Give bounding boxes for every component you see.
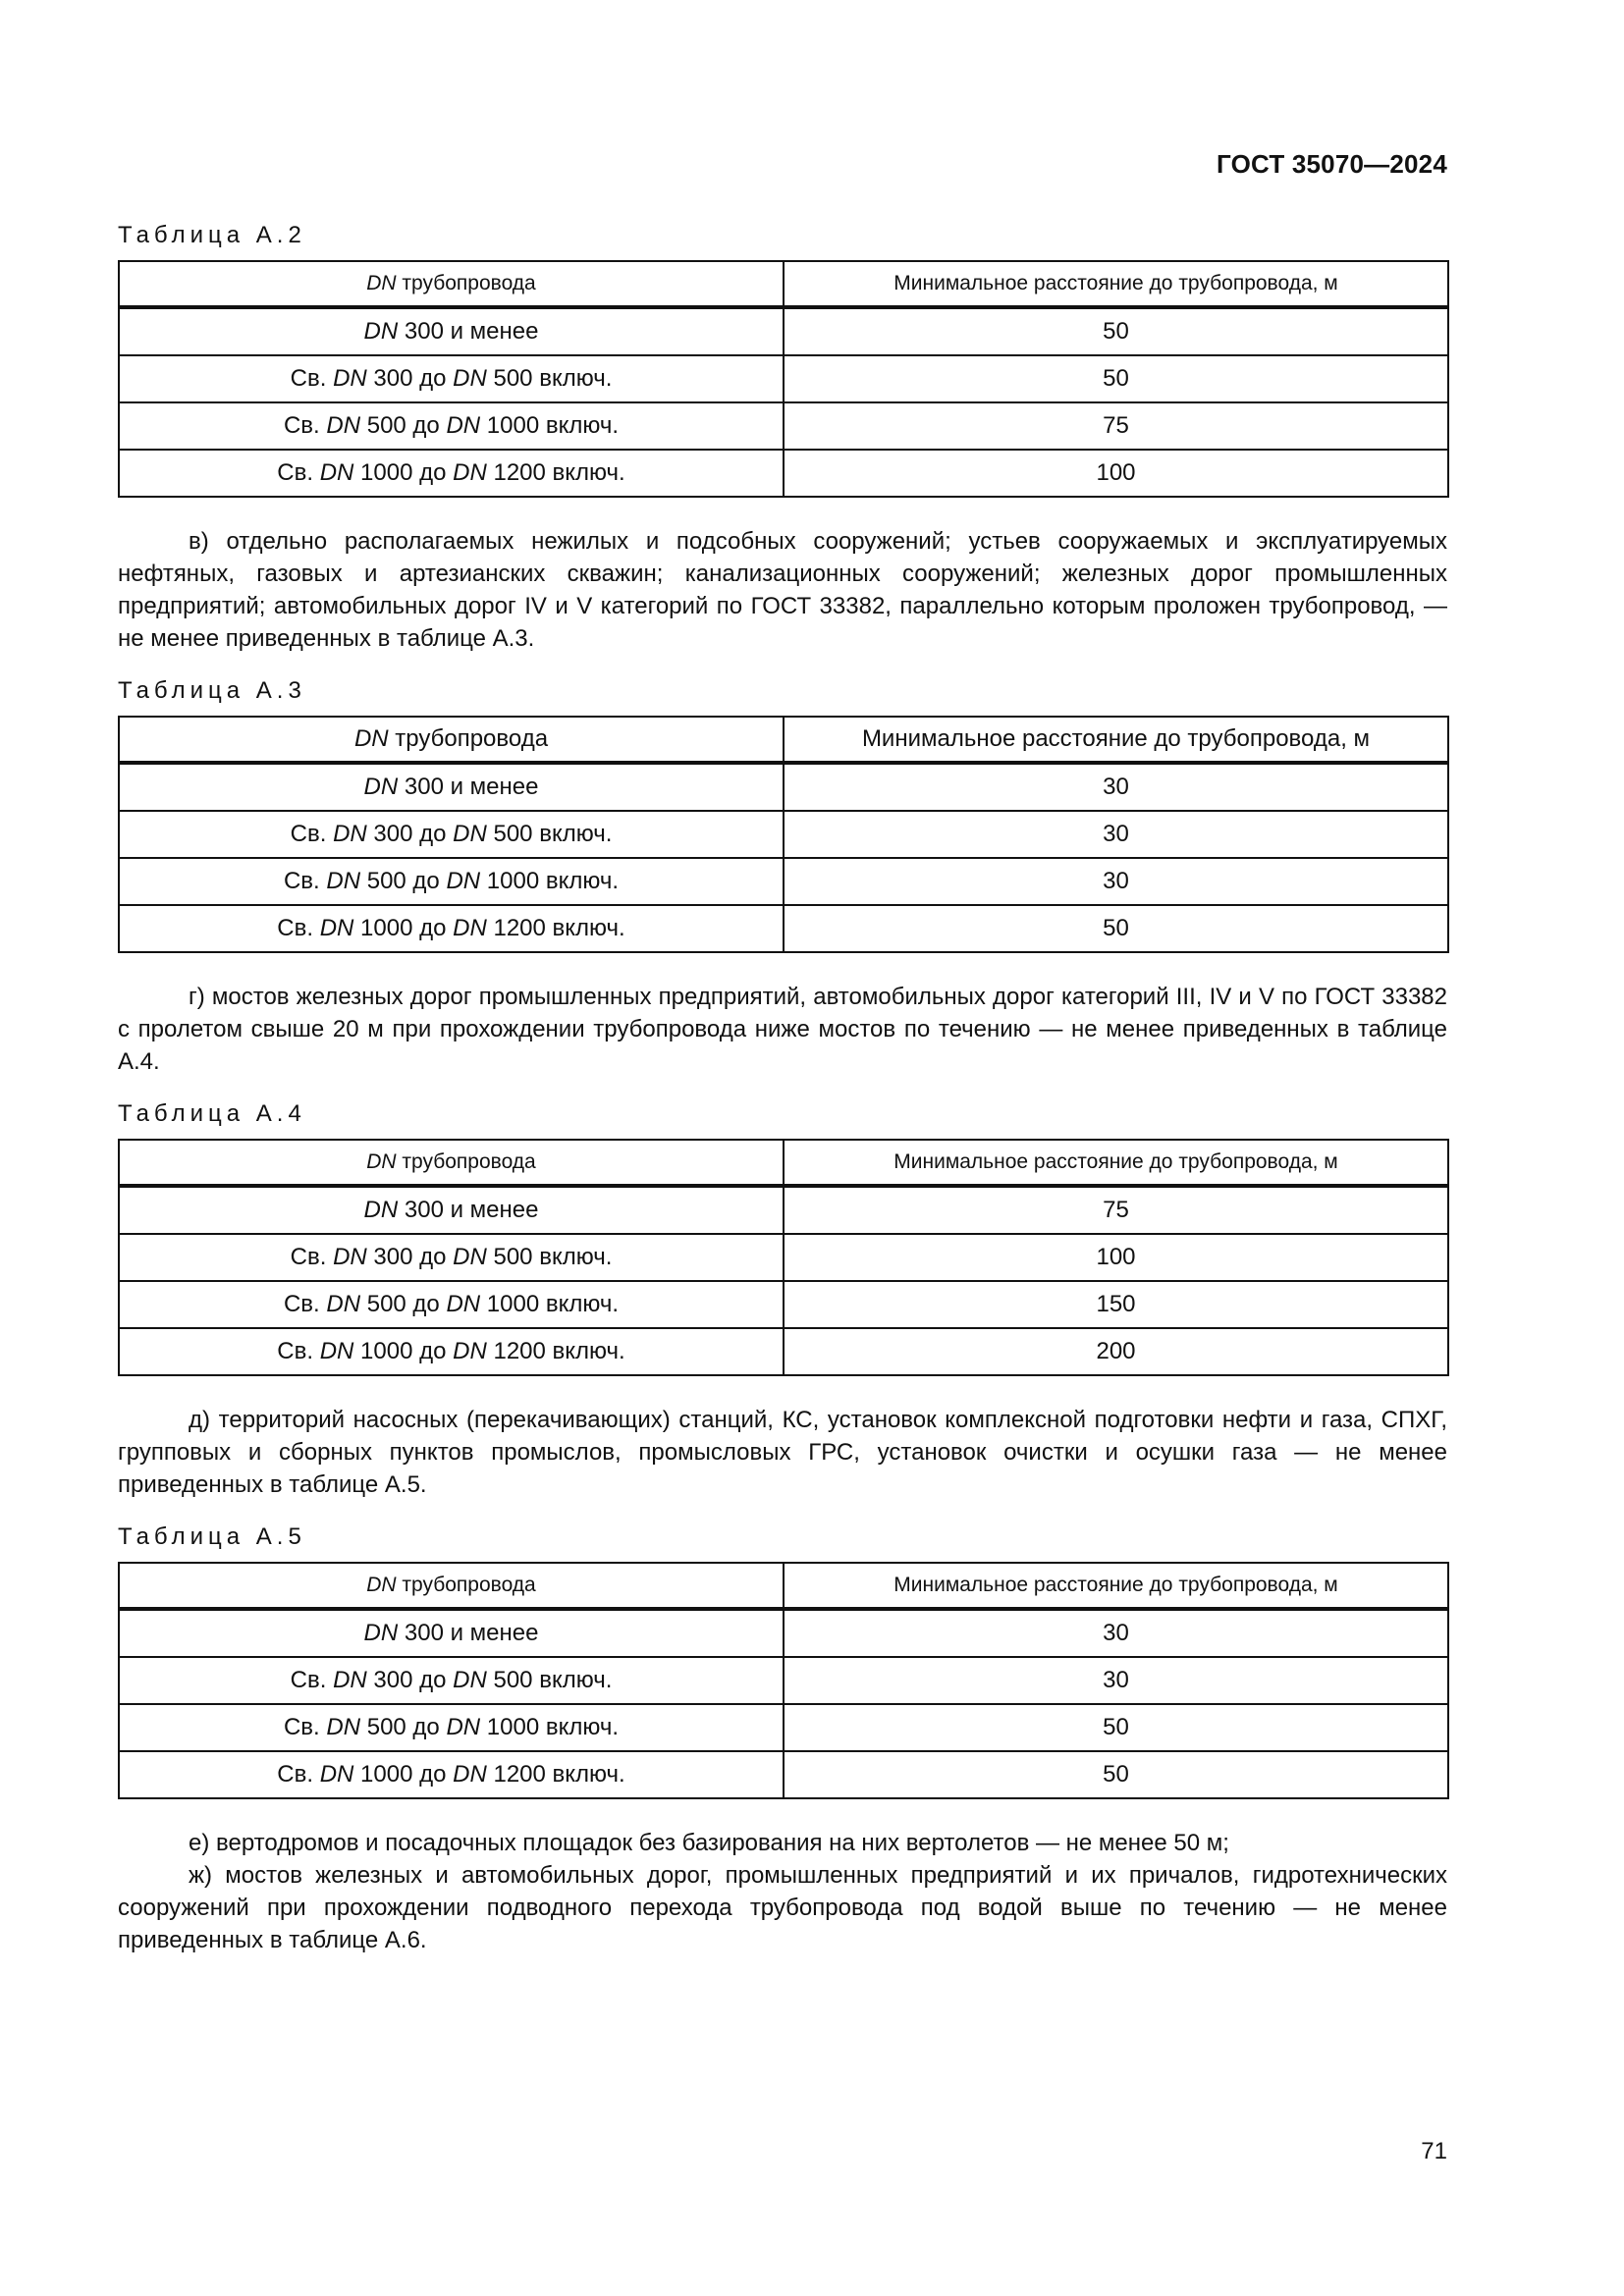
table-a3-caption: Таблица А.3	[118, 677, 306, 704]
distance-cell: 75	[784, 1186, 1448, 1234]
distance-cell: 50	[784, 905, 1448, 952]
dn-cell: Св. DN 300 до DN 500 включ.	[119, 1234, 784, 1281]
table-row	[119, 355, 1448, 402]
table-a5-caption: Таблица А.5	[118, 1523, 306, 1550]
dn-cell: Св. DN 500 до DN 1000 включ.	[119, 1704, 784, 1751]
table-row	[119, 1328, 1448, 1375]
distance-cell: 50	[784, 355, 1448, 402]
table-row	[119, 402, 1448, 450]
paragraph-v: в) отдельно располагаемых нежилых и подсобных сооружений; устьев сооружаемых и эксплуатируемых нефтяных, газовых и артезианских скважин; канализационных сооружений; железных дорог промышленных предприятий; автомобильных дорог IV и V категорий по ГОСТ 33382, параллельно которым проложен трубопровод, — не менее приведенных в таблице А.3.	[118, 528, 1447, 652]
table-row	[119, 1281, 1448, 1328]
table-a4-caption: Таблица А.4	[118, 1100, 306, 1127]
distance-cell: 30	[784, 1609, 1448, 1657]
dn-cell: Св. DN 500 до DN 1000 включ.	[119, 402, 784, 450]
table-row	[119, 1657, 1448, 1704]
page-content	[118, 221, 1447, 1956]
page-number: 71	[1421, 2138, 1447, 2164]
distance-cell: 100	[784, 450, 1448, 497]
column-header-dn: DN трубопровода	[119, 261, 784, 307]
dn-cell: Св. DN 300 до DN 500 включ.	[119, 355, 784, 402]
table-row	[119, 811, 1448, 858]
dn-cell: Св. DN 1000 до DN 1200 включ.	[119, 450, 784, 497]
table-row	[119, 905, 1448, 952]
paragraph-e: е) вертодромов и посадочных площадок без базирования на них вертолетов — не менее 50 м;	[189, 1830, 1229, 1856]
table-row	[119, 1609, 1448, 1657]
dn-cell: DN 300 и менее	[119, 763, 784, 811]
column-header-dn: DN трубопровода	[119, 717, 784, 763]
dn-cell: Св. DN 300 до DN 500 включ.	[119, 811, 784, 858]
table-row	[119, 307, 1448, 355]
table-a2	[118, 260, 1449, 498]
distance-cell: 30	[784, 858, 1448, 905]
column-header-distance: Минимальное расстояние до трубопровода, м	[784, 717, 1448, 763]
table-a4	[118, 1139, 1449, 1376]
column-header-distance: Минимальное расстояние до трубопровода, м	[784, 1563, 1448, 1609]
distance-cell: 200	[784, 1328, 1448, 1375]
dn-cell: Св. DN 1000 до DN 1200 включ.	[119, 905, 784, 952]
distance-cell: 30	[784, 763, 1448, 811]
table-header-row	[119, 717, 1448, 763]
dn-cell: DN 300 и менее	[119, 1609, 784, 1657]
dn-cell: DN 300 и менее	[119, 1186, 784, 1234]
column-header-distance: Минимальное расстояние до трубопровода, м	[784, 1140, 1448, 1186]
paragraph-g: г) мостов железных дорог промышленных предприятий, автомобильных дорог категорий III, IV и V по ГОСТ 33382 с пролетом свыше 20 м при прохождении трубопровода ниже мостов по течению — не менее приведенных в таблице А.4.	[118, 984, 1447, 1075]
dn-cell: Св. DN 500 до DN 1000 включ.	[119, 1281, 784, 1328]
dn-cell: Св. DN 500 до DN 1000 включ.	[119, 858, 784, 905]
table-row	[119, 450, 1448, 497]
dn-cell: DN 300 и менее	[119, 307, 784, 355]
column-header-dn: DN трубопровода	[119, 1563, 784, 1609]
paragraph-zh: ж) мостов железных и автомобильных дорог, промышленных предприятий и их причалов, гидротехнических сооружений при прохождении подводного перехода трубопровода под водой выше по течению — не менее приведенных в таблице А.6.	[118, 1862, 1447, 1953]
distance-cell: 75	[784, 402, 1448, 450]
distance-cell: 150	[784, 1281, 1448, 1328]
distance-cell: 50	[784, 1704, 1448, 1751]
column-header-dn: DN трубопровода	[119, 1140, 784, 1186]
column-header-distance: Минимальное расстояние до трубопровода, м	[784, 261, 1448, 307]
table-header-row	[119, 1563, 1448, 1609]
table-header-row	[119, 1140, 1448, 1186]
distance-cell: 100	[784, 1234, 1448, 1281]
distance-cell: 50	[784, 307, 1448, 355]
document-id: ГОСТ 35070—2024	[1217, 149, 1447, 179]
table-a5	[118, 1562, 1449, 1799]
table-header-row	[119, 261, 1448, 307]
table-row	[119, 1751, 1448, 1798]
dn-cell: Св. DN 1000 до DN 1200 включ.	[119, 1328, 784, 1375]
table-row	[119, 858, 1448, 905]
table-a3	[118, 716, 1449, 953]
distance-cell: 30	[784, 811, 1448, 858]
distance-cell: 50	[784, 1751, 1448, 1798]
table-row	[119, 1234, 1448, 1281]
table-row	[119, 1704, 1448, 1751]
paragraph-d: д) территорий насосных (перекачивающих) станций, КС, установок комплексной подготовки нефти и газа, СПХГ, групповых и сборных пунктов промыслов, промысловых ГРС, установок очистки и осушки газа — не менее приведенных в таблице А.5.	[118, 1407, 1447, 1498]
dn-cell: Св. DN 300 до DN 500 включ.	[119, 1657, 784, 1704]
table-a2-caption: Таблица А.2	[118, 222, 306, 248]
dn-cell: Св. DN 1000 до DN 1200 включ.	[119, 1751, 784, 1798]
distance-cell: 30	[784, 1657, 1448, 1704]
table-row	[119, 763, 1448, 811]
table-row	[119, 1186, 1448, 1234]
